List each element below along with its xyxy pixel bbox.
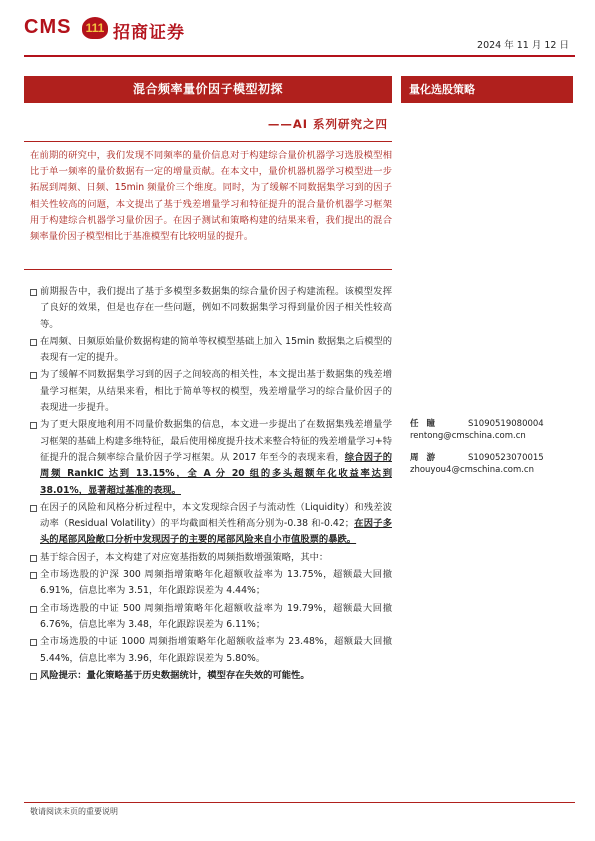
report-title: 混合频率量价因子模型初探 [132, 82, 283, 96]
abstract-paragraph: 在前期的研究中，我们发现不同频率的量价信息对于构建综合量价机器学习选股模型相比于单一频率的量价数据有一定的增量贡献。在本文中，量价机器机器学习模型进一步拓展到周频、日频、15min 频量价三个维度。同时，为了缓解不同数据集学习到的因子相关性较高的问题，本文提出了基于残差增量学习和特征提升的混合量价机器学习框架用于构建综合机器学习量价因子。在因子测试和策略构建的结果来看，我们提出的混合频率量价因子模型相比于基准模型有比较明显的提升。 [30, 150, 392, 243]
category-label: 量化选股策略 [409, 83, 475, 96]
report-subtitle: ——AI 系列研究之四 [267, 117, 388, 131]
report-date: 2024 年 11 月 12 日 [477, 40, 569, 51]
key-points-list [30, 284, 392, 685]
summary-top-divider [24, 141, 392, 142]
highlight-text: 综合因子的周频 RankIC 达到 13.15%，全 A 分 20 组的多头超额年化收益率达到 38.01%，显著超过基准的表现。 [40, 451, 392, 496]
highlight-text: 在因子多头的尾部风险敞口分析中发现因子的主要的尾部风险来自小市值股票的暴跌。 [40, 518, 392, 546]
list-item: 在周频、日频原始量价数据构建的简单等权模型基础上加入 15min 数据集之后模型的表现有一定的提升。 [30, 334, 392, 367]
list-item: 全市场选股的中证 1000 周频指增策略年化超额收益率为 23.48%，超额最大回撤 5.44%，信息比率为 3.96，年化跟踪误差为 5.80%。 [30, 634, 392, 667]
header-divider [24, 55, 575, 57]
analyst-license: S1090519080004 [468, 419, 544, 429]
analyst-email[interactable]: rentong@cmschina.com.cn [410, 431, 526, 441]
list-item: 全市场选股的中证 500 周频指增策略年化超额收益率为 19.79%，超额最大回撤 6.76%，信息比率为 3.48，年化跟踪误差为 6.11%； [30, 601, 392, 634]
logo-company-name: 招商证券 [113, 23, 185, 43]
analyst-license: S1090523070015 [468, 453, 544, 463]
analyst-name: 周游 [410, 453, 444, 463]
risk-warning: 风险提示：量化策略基于历史数据统计，模型存在失效的可能性。 [30, 668, 392, 684]
list-item: 在因子的风险和风格分析过程中，本文发现综合因子与流动性（Liquidity）和残差波动率（Residual Volatility）的平均截面相关性稍高分别为-0.38 和-0.42；在因子多头的尾部风险敞口分析中发现因子的主要的尾部风险来自小市值股票的暴跌。 [30, 500, 392, 549]
disclaimer-note: 敬请阅读末页的重要说明 [30, 807, 118, 816]
list-item: 前期报告中，我们提出了基于多模型多数据集的综合量价因子构建流程。该模型发挥了良好的效果，但是也存在一些问题，例如不同数据集学习得到量价因子相关性较高等。 [30, 284, 392, 333]
analyst-email[interactable]: zhouyou4@cmschina.com.cn [410, 465, 534, 475]
list-item: 为了更大限度地利用不同量价数据集的信息，本文进一步提出了在数据集残差增量学习框架的基础上构建多维特征，最后使用梯度提升技术来整合特征的残差增量学习+特征提升的混合频率综合量价因子学习框架。从 2017 年至今的表现来看，综合因子的周频 RankIC 达到 13.15%，全 A 分 20 组的多头超额年化收益率达到 38.01%，显著超过基准的表现。 [30, 417, 392, 498]
logo-cms-text: CMS [24, 16, 72, 38]
list-item: 基于综合因子，本文构建了对应宽基指数的周频指数增强策略，其中： [30, 550, 392, 566]
list-item: 全市场选股的沪深 300 周频指增策略年化超额收益率为 13.75%，超额最大回撤 6.91%，信息比率为 3.51，年化跟踪误差为 4.44%； [30, 567, 392, 600]
summary-bottom-divider [24, 269, 392, 270]
footer-divider [24, 802, 575, 803]
analyst-info [410, 418, 580, 486]
logo-emblem-icon: 111 [82, 17, 108, 39]
analyst-name: 任瞳 [410, 419, 444, 429]
list-item: 为了缓解不同数据集学习到的因子之间较高的相关性，本文提出基于数据集的残差增量学习框架，从结果来看，相比于简单等权的模型，残差增量学习的综合量价因子的表现进一步提升。 [30, 367, 392, 416]
